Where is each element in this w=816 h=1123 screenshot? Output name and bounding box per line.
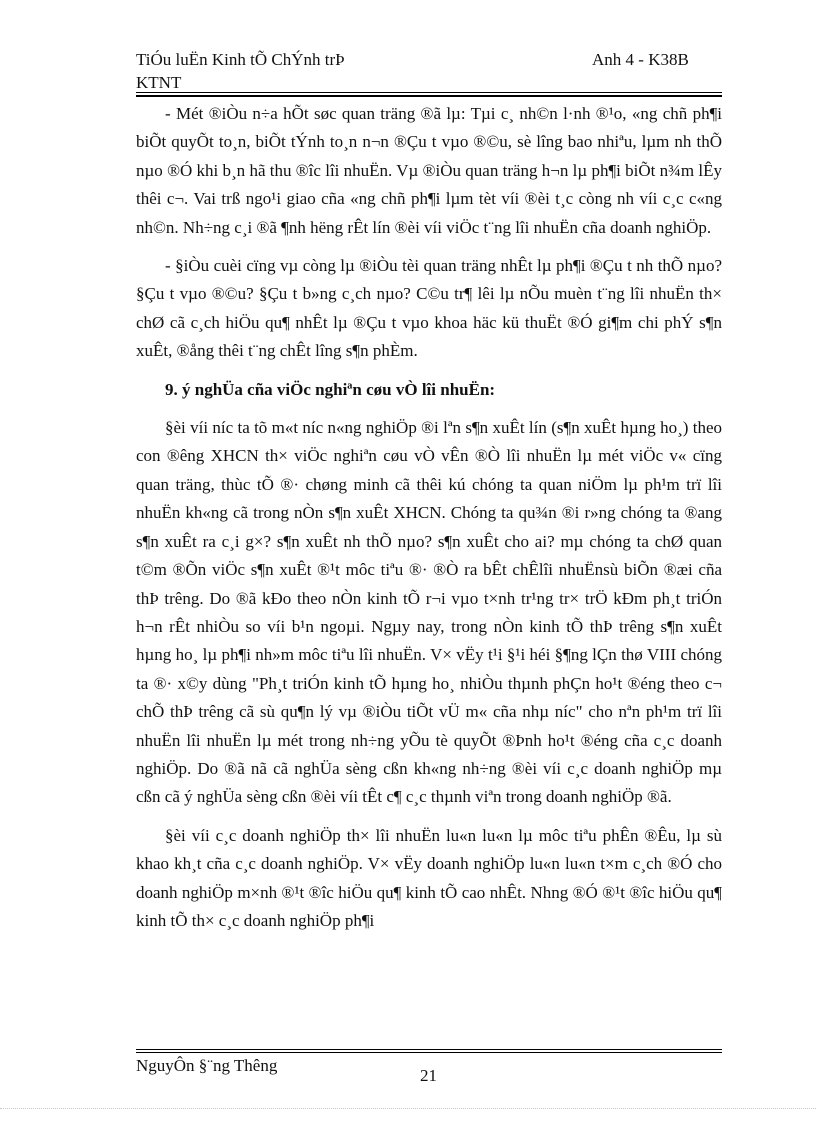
header-left bbox=[136, 48, 345, 94]
page-edge-divider bbox=[0, 1108, 816, 1109]
paragraph: §èi víi níc ta tõ m«t níc n«ng nghiÖp ®i lªn s¶n xuÊt lín (s¶n xuÊt hµng ho¸) theo con ®êng XHCN th× viÖc nghiªn cøu vÒ vÊn ®Ò lîi nhuËn lµ mét viÖc v« cïng quan träng, thùc tÕ ®· chøng minh cã thêi kú chóng ta quan niÖm lµ ph¹m trï lîi nhuËn kh«ng cã trong nÒn s¶n xuÊt XHCN. Chóng ta qu¾n ®i r»ng chóng ta ®ang s¶n xuÊt ra c¸i g×? s¶n xuÊt nh thÕ nµo? s¶n xuÊt cho ai? mµ chóng ta chØ quan t©m ®Õn viÖc s¶n xuÊt ®¹t môc tiªu ®· ®Ò ra bÊt chÊlîi nhuËnsù biÕn ®æi cña thÞ trêng. Do ®ã kÐo theo nÒn kinh tÕ r¬i vµo t×nh tr¹ng tr× trÖ kÐm ph¸t triÓn h¬n rÊt nhiÒu so víi b¹n ngoµi. Ngµy nay, trong nÒn kinh tÕ thÞ trêng s¶n xuÊt hµng ho¸ lµ ph¶i nh»m môc tiªu lîi nhuËn. V× vËy t¹i §¹i héi §¶ng lÇn thø VIII chóng ta ®· x©y dùng "Ph¸t triÓn kinh tÕ hµng ho¸ nhiÒu thµnh phÇn ho¹t ®éng theo c¬ chÕ thÞ trêng cã sù qu¶n lý vµ ®iÒu tiÕt vÜ m« cña nhµ níc" cho nªn ph¹m trï lîi nhuËn lîi nhuËn lµ mét trong nh÷ng yÕu tè quyÕt ®Þnh ho¹t ®éng cña c¸c doanh nghiÖp. Do ®ã nã cã nghÜa sèng cßn kh«ng nh÷ng ®èi víi c¸c doanh nghiÖp mµ cßn cã ý nghÜa sèng cßn ®èi víi tÊt c¶ c¸c thµnh viªn trong doanh nghiÖp ®ã. bbox=[136, 418, 722, 807]
header-subtitle: KTNT bbox=[136, 73, 182, 92]
header-rule bbox=[136, 92, 722, 93]
paragraph: - §iÒu cuèi cïng vµ còng lµ ®iÒu tèi quan träng nhÊt lµ ph¶i ®Çu t nh thÕ nµo?§Çu t vµo ®©u? §Çu t b»ng c¸ch nµo? C©u tr¶ lêi lµ nÕu muèn t¨ng lîi nhuËn th× chØ cã c¸ch hiÖu qu¶ nhÊt lµ ®Çu t vµo khoa häc kü thuËt ®Ó gi¶m chi phÝ s¶n xuÊt, ®ång thêi t¨ng chÊt lîng s¶n phÈm. bbox=[136, 256, 722, 361]
body-text bbox=[136, 100, 722, 935]
header-class: Anh 4 - K38B bbox=[592, 50, 689, 69]
footer-rule bbox=[136, 1052, 722, 1053]
page-number: 21 bbox=[420, 1066, 437, 1085]
paragraph: - Mét ®iÒu n÷a hÕt søc quan träng ®ã lµ: Tµi c¸ nh©n l·nh ®¹o, «ng chñ ph¶i biÕt quyÕt to¸n, biÕt tÝnh to¸n n¬n ®Çu t vµo ®©u, sè lîng bao nhiªu, lµm nh thÕ nµo ®Ó khi b¸n hã thu ®îc lîi nhuËn. Vµ ®iÒu quan träng h¬n lµ ph¶i biÕt n¾m lÊy thêi c¬. Vai trß ngo¹i giao cña «ng chñ ph¶i lµm tèt víi ®èi t¸c còng nh víi c¸c c«ng nh©n. Nh÷ng c¸i ®ã ¶nh hëng rÊt lín ®èi víi viÖc t¨ng lîi nhuËn cña doanh nghiÖp. bbox=[136, 104, 722, 237]
header-rule-thick bbox=[136, 95, 722, 97]
footer-author: NguyÔn §¨ng Thêng bbox=[136, 1056, 278, 1075]
paragraph: §èi víi c¸c doanh nghiÖp th× lîi nhuËn lu«n lu«n lµ môc tiªu phÊn ®Êu, lµ sù khao kh¸t cña c¸c doanh nghiÖp. V× vËy doanh nghiÖp lu«n lu«n t×m c¸ch ®Ó cho doanh nghiÖp m×nh ®¹t ®îc hiÖu qu¶ kinh tÕ cao nhÊt. Nhng ®Ó ®¹t ®îc hiÖu qu¶ kinh tÕ th× c¸c doanh nghiÖp ph¶i bbox=[136, 825, 722, 930]
section-heading: 9. ý nghÜa cña viÖc nghiªn cøu vÒ lîi nhuËn: bbox=[165, 379, 496, 399]
footer-rule bbox=[136, 1049, 722, 1050]
header-title: TiÓu luËn Kinh tÕ ChÝnh trÞ bbox=[136, 50, 345, 69]
